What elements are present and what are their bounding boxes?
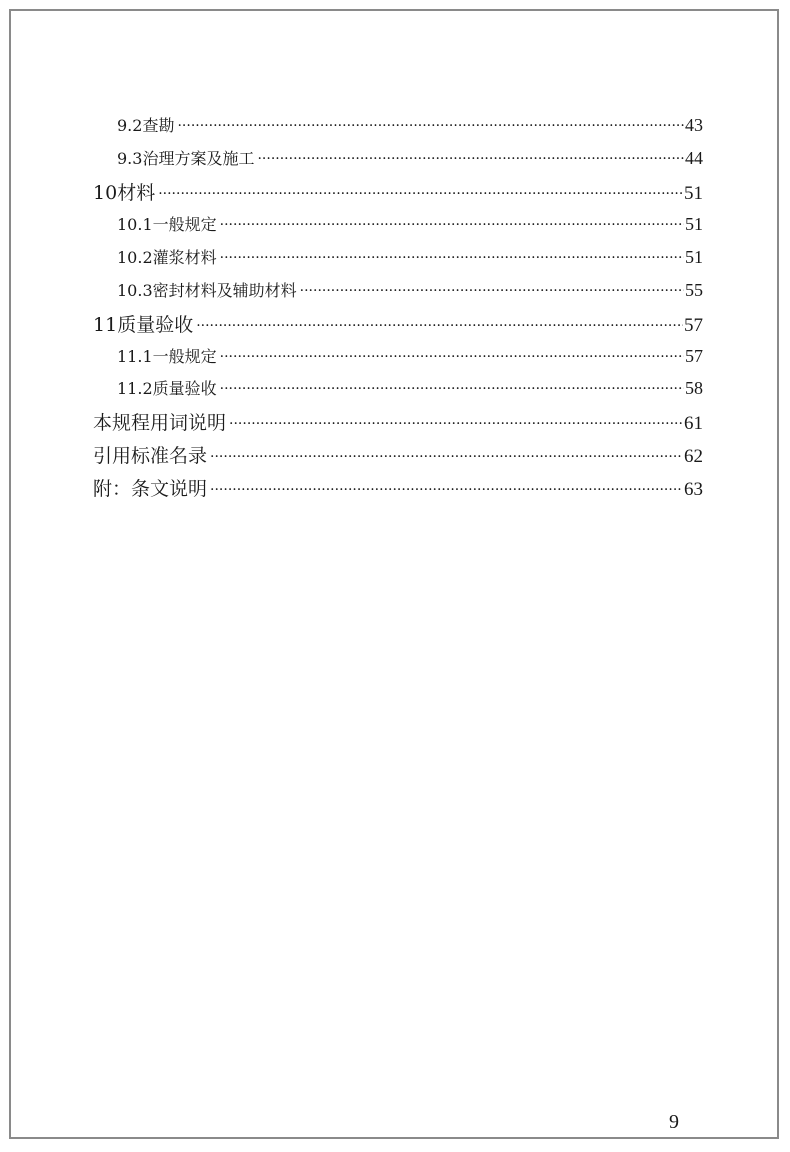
toc-leader-dots [158, 186, 683, 202]
toc-leader-dots [229, 416, 683, 432]
toc-entry-page: 57 [684, 315, 703, 336]
toc-entry-terms-explanation[interactable] [93, 408, 703, 435]
toc-leader-dots [220, 381, 684, 397]
toc-entry-number: 10.2 [117, 248, 153, 267]
toc-entry-page: 55 [685, 280, 703, 300]
page-number: 9 [669, 1111, 679, 1133]
toc-entry-number: 11 [93, 314, 118, 336]
toc-entry-11-2[interactable] [117, 376, 703, 399]
toc-entry-9-3[interactable] [117, 146, 703, 169]
toc-entry-title: 密封材料及辅助材料 [152, 281, 297, 300]
toc-entry-page: 62 [684, 446, 703, 467]
toc-entry-number: 9.3 [117, 149, 143, 168]
toc-entry-number: 11.1 [117, 347, 153, 366]
toc-entry-9-2[interactable] [117, 113, 703, 136]
toc-leader-dots [300, 283, 684, 299]
toc-entry-page: 51 [685, 214, 703, 234]
toc-leader-dots [220, 217, 684, 233]
toc-entry-10-1[interactable] [117, 212, 703, 235]
toc-entry-page: 44 [685, 148, 703, 168]
toc-leader-dots [210, 449, 683, 465]
toc-entry-title: 质量验收 [152, 379, 217, 398]
toc-entry-page: 61 [684, 413, 703, 434]
toc-entry-page: 43 [685, 115, 703, 135]
toc-entry-page: 63 [684, 479, 703, 500]
toc-entry-number: 11.2 [117, 379, 153, 398]
toc-entry-11[interactable] [93, 310, 703, 337]
toc-entry-page: 51 [684, 183, 703, 204]
toc-leader-dots [257, 151, 684, 167]
toc-entry-title: 一般规定 [152, 347, 217, 366]
toc-leader-dots [220, 250, 684, 266]
toc-entry-appendix[interactable] [93, 474, 703, 501]
toc-leader-dots [210, 482, 683, 498]
toc-leader-dots [196, 318, 683, 334]
toc-entry-title: 附：条文说明 [93, 478, 208, 500]
toc-entry-number: 10.1 [117, 215, 153, 234]
toc-entry-title: 灌浆材料 [152, 248, 217, 267]
toc-entry-title: 本规程用词说明 [93, 412, 227, 434]
toc-entry-title: 材料 [117, 182, 156, 204]
toc-entry-title: 治理方案及施工 [142, 149, 255, 168]
toc-entry-10[interactable] [93, 178, 703, 205]
toc-entry-title: 查勘 [142, 116, 175, 135]
toc-entry-number: 10.3 [117, 281, 153, 300]
toc-entry-10-2[interactable] [117, 245, 703, 268]
toc-entry-page: 57 [685, 346, 703, 366]
toc-leader-dots [220, 349, 684, 365]
toc-entry-number: 10 [93, 182, 118, 204]
toc-entry-page: 58 [685, 378, 703, 398]
toc-entry-number: 9.2 [117, 116, 143, 135]
toc-entry-11-1[interactable] [117, 344, 703, 367]
toc-entry-title: 引用标准名录 [93, 445, 208, 467]
toc-entry-page: 51 [685, 247, 703, 267]
toc-entry-title: 质量验收 [117, 314, 194, 336]
toc-leader-dots [177, 118, 684, 134]
toc-entry-referenced-standards[interactable] [93, 441, 703, 468]
toc-entry-10-3[interactable] [117, 278, 703, 301]
toc-entry-title: 一般规定 [152, 215, 217, 234]
